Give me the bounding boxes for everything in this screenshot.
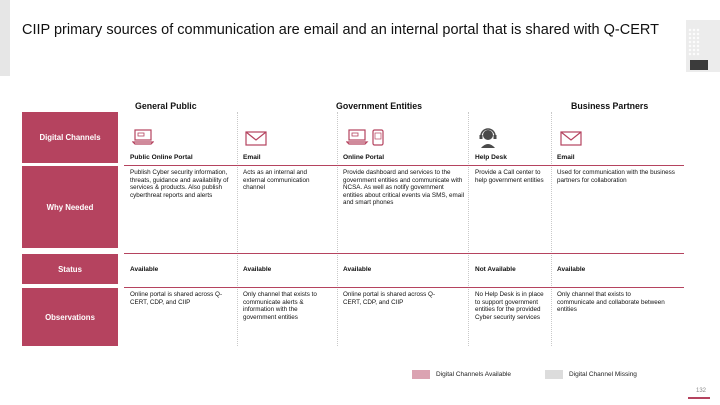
channel-name: Email [243,154,261,161]
page-title: CIIP primary sources of communication are email and an internal portal that is shared with Q-CERT [22,22,659,38]
observation-text: Online portal is shared across Q-CERT, CDP, and CIIP [130,291,223,306]
why-needed-text: Used for communication with the business partners for collaboration [557,169,675,184]
row-divider [124,165,684,166]
why-needed-text: Provide a Call center to help government entities [475,169,544,184]
why-needed-text: Acts as an internal and external communication channel [243,169,310,192]
logo-badge [690,60,708,70]
status-value: Available [130,266,159,273]
envelope-icon [245,131,267,146]
logo-pattern [688,28,700,56]
legend-swatch-available [412,370,430,379]
group-government: Government Entities [336,101,423,111]
channel-name: Email [557,154,575,161]
row-divider [124,287,684,288]
why-needed-text: Provide dashboard and services to the government entities and communicate with NCSA. As well as notify government entities about critical events via SMS, email and smart phones [343,169,465,207]
left-decor-strip [0,0,10,76]
laptop-icon [132,128,154,146]
page-number: 132 [695,388,706,394]
row-label-text: Status [58,264,82,274]
row-label-why-needed [22,166,118,248]
status-value: Available [557,266,586,273]
observation-text: Only channel that exists to communicate alerts & information with the government entities [243,291,317,321]
group-general-public: General Public [135,101,197,111]
row-divider [124,253,684,254]
footer-accent-line [688,397,710,399]
row-label-text: Observations [45,312,95,322]
observation-text: Only channel that exists to communicate and collaborate between entities [557,291,665,314]
status-value: Available [343,266,372,273]
column-divider [468,112,469,346]
group-business: Business Partners [571,101,649,111]
row-label-status [22,254,118,284]
channel-name: Public Online Portal [130,154,193,161]
channel-name: Online Portal [343,154,385,161]
row-label-digital-channels [22,112,118,163]
column-divider [237,112,238,346]
headset-icon [478,127,498,149]
column-divider [337,112,338,346]
column-divider [551,112,552,346]
status-value: Available [243,266,272,273]
row-label-text: Why Needed [46,202,94,212]
status-value: Not Available [475,266,516,273]
legend-label-available: Digital Channels Available [436,371,512,378]
observation-text: No Help Desk is in place to support government entities for the provided Cyber security services [475,291,544,321]
row-label-observations [22,288,118,346]
row-label-text: Digital Channels [39,133,101,142]
legend-label-missing: Digital Channel Missing [569,371,637,378]
channel-name: Help Desk [475,154,507,161]
envelope-icon [560,131,582,146]
observation-text: Online portal is shared across Q-CERT, CDP, and CIIP [343,291,436,306]
laptop-phone-icon [346,128,386,146]
why-needed-text: Publish Cyber security information, threats, guidance and availability of services & products. Also publish cyberthreat reports and alerts [130,169,229,199]
legend-swatch-missing [545,370,563,379]
